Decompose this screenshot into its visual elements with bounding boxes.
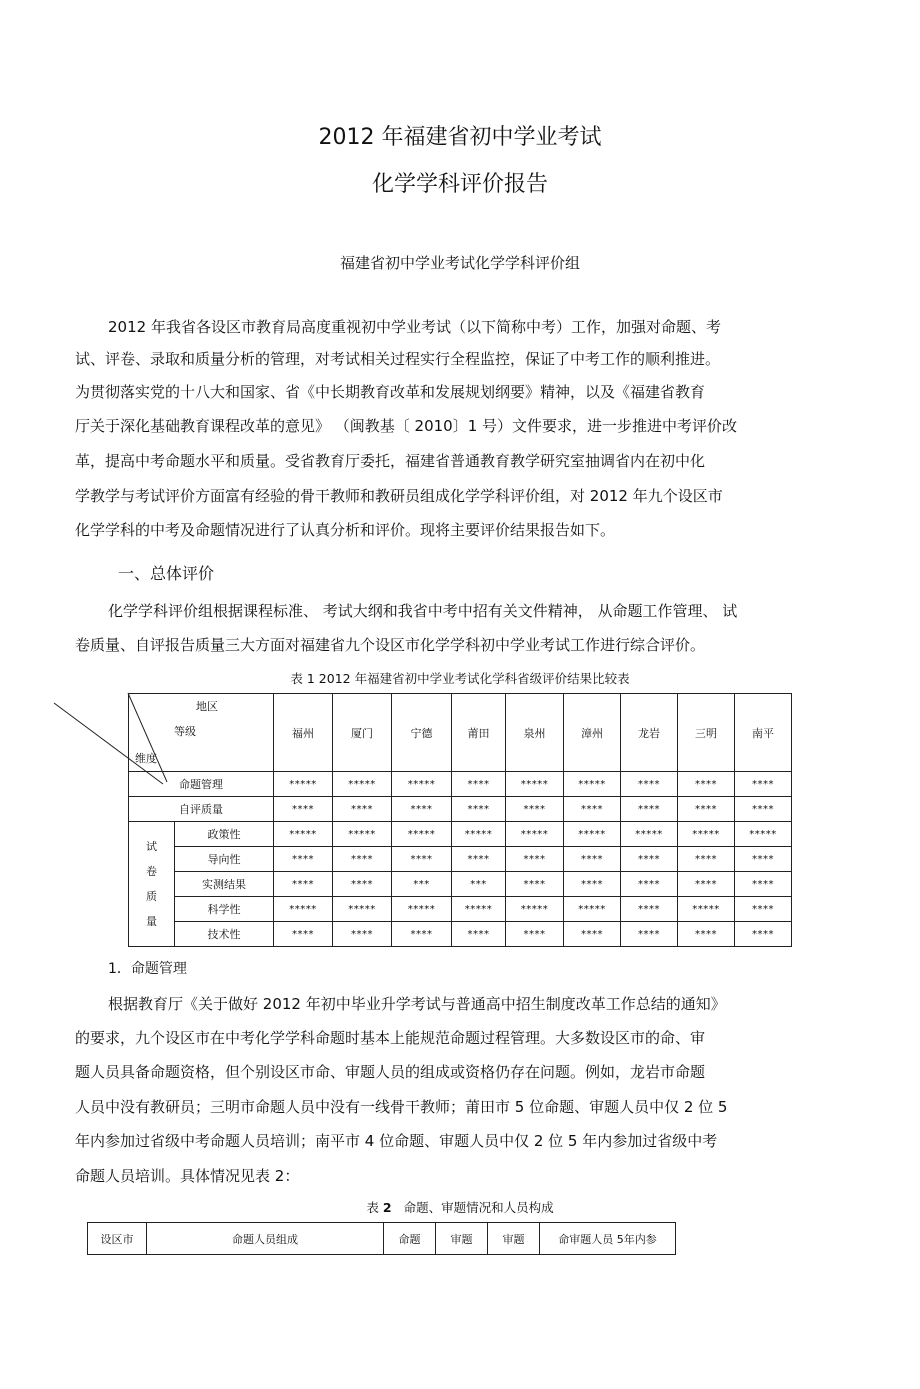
table-header-row (88, 1223, 676, 1255)
rating-cell: ***** (274, 822, 333, 847)
rating-cell: **** (735, 772, 792, 797)
rating-cell: ***** (274, 772, 333, 797)
rating-cell: **** (274, 847, 333, 872)
rating-cell: **** (735, 797, 792, 822)
rating-cell: ***** (678, 822, 735, 847)
rating-cell: **** (735, 922, 792, 947)
group-label-char: 试 (146, 840, 157, 853)
table-row (129, 822, 792, 847)
rating-cell: **** (452, 922, 506, 947)
rating-cell: **** (274, 797, 333, 822)
table-corner-cell (129, 694, 274, 772)
rating-cell: **** (735, 847, 792, 872)
rating-cell: **** (678, 922, 735, 947)
rating-cell: ***** (564, 822, 621, 847)
rating-cell: **** (678, 797, 735, 822)
corner-grade-label: 等级 (174, 725, 196, 738)
city-header: 三明 (678, 694, 735, 772)
intro-line: 试、评卷、录取和质量分析的管理，对考试相关过程实行全程监控，保证了中考工作的顺利推进。 (75, 350, 721, 368)
rating-cell: **** (621, 922, 678, 947)
row-label: 实测结果 (175, 872, 274, 897)
table-row (129, 922, 792, 947)
row-label: 导向性 (175, 847, 274, 872)
rating-cell: **** (621, 797, 678, 822)
intro-line: 为贯彻落实党的十八大和国家、省《中长期教育改革和发展规划纲要》精神，以及《福建省教育 (75, 383, 706, 401)
intro-line: 革，提高中考命题水平和质量。受省教育厅委托，福建省普通教育教学研究室抽调省内在初中化 (75, 452, 706, 470)
column-header: 命题 (384, 1223, 436, 1255)
staff-table (87, 1222, 676, 1255)
city-header: 漳州 (564, 694, 621, 772)
rating-cell: **** (506, 847, 564, 872)
intro-line: 化学学科的中考及命题情况进行了认真分析和评价。现将主要评价结果报告如下。 (75, 521, 616, 539)
city-header: 福州 (274, 694, 333, 772)
subsection-text-line: 人员中没有教研员；三明市命题人员中没有一线骨干教师；莆田市 5 位命题、审题人员中仅 2 位 5 (75, 1098, 728, 1116)
table-row (129, 897, 792, 922)
rating-cell: **** (621, 847, 678, 872)
rating-cell: **** (506, 922, 564, 947)
rating-cell: **** (678, 847, 735, 872)
group-label-char: 卷 (146, 865, 157, 878)
rating-cell: **** (735, 872, 792, 897)
section-text-line: 卷质量、自评报告质量三大方面对福建省九个设区市化学学科初中学业考试工作进行综合评价。 (75, 636, 706, 654)
rating-cell: ***** (506, 772, 564, 797)
section-text-line: 化学学科评价组根据课程标准、 考试大纲和我省中考中招有关文件精神， 从命题工作管理、 试 (108, 602, 738, 620)
rating-cell: **** (678, 772, 735, 797)
corner-dimension-label: 维度 (135, 752, 157, 765)
rating-cell: **** (452, 772, 506, 797)
city-header: 泉州 (506, 694, 564, 772)
rating-cell: **** (333, 797, 392, 822)
table-row (129, 872, 792, 897)
rating-cell: ***** (452, 822, 506, 847)
rating-cell: **** (564, 922, 621, 947)
city-header: 莆田 (452, 694, 506, 772)
rating-cell: ***** (678, 897, 735, 922)
rating-cell: **** (506, 872, 564, 897)
rating-cell: **** (564, 847, 621, 872)
column-header: 命题人员组成 (147, 1223, 384, 1255)
rating-cell: **** (452, 797, 506, 822)
column-header: 审题 (488, 1223, 540, 1255)
intro-line: 厅关于深化基础教育课程改革的意见》 （闽教基〔 2010〕1 号）文件要求，进一步推进中考评价改 (75, 417, 738, 435)
report-title-line2: 化学学科评价报告 (371, 172, 548, 197)
rating-cell: **** (564, 872, 621, 897)
group-label-char: 质 (146, 890, 157, 903)
rating-cell: ***** (506, 897, 564, 922)
table-row (129, 772, 792, 797)
rating-cell: *** (452, 872, 506, 897)
row-label: 命题管理 (129, 772, 274, 797)
row-label: 科学性 (175, 897, 274, 922)
rating-cell: ***** (735, 822, 792, 847)
column-header: 审题 (436, 1223, 488, 1255)
city-header: 厦门 (333, 694, 392, 772)
table-row (129, 847, 792, 872)
subsection-text-line: 的要求，九个设区市在中考化学学科命题时基本上能规范命题过程管理。大多数设区市的命、审 (75, 1029, 706, 1047)
evaluation-table (128, 693, 792, 947)
intro-line: 学教学与考试评价方面富有经验的骨干教师和教研员组成化学学科评价组，对 2012 年九个设区市 (75, 487, 723, 505)
table2-caption-number: 2 (382, 1200, 392, 1215)
subsection-text-line: 年内参加过省级中考命题人员培训；南平市 4 位命题、审题人员中仅 2 位 5 年内参加过省级中考 (75, 1132, 718, 1150)
subsection-text-line: 根据教育厅《关于做好 2012 年初中毕业升学考试与普通高中招生制度改革工作总结的通知》 (108, 995, 726, 1013)
rating-cell: **** (274, 922, 333, 947)
table2-caption (0, 1198, 920, 1216)
rating-cell: **** (274, 872, 333, 897)
column-header: 命审题人员 5年内参 (540, 1223, 676, 1255)
rating-cell: *** (392, 872, 452, 897)
rating-cell: ***** (452, 897, 506, 922)
rating-cell: ***** (621, 822, 678, 847)
corner-region-label: 地区 (196, 700, 218, 713)
rating-cell: **** (621, 872, 678, 897)
rating-cell: ***** (392, 772, 452, 797)
city-header: 龙岩 (621, 694, 678, 772)
city-header: 宁德 (392, 694, 452, 772)
subsection-text-line: 题人员具备命题资格，但个别设区市命、审题人员的组成或资格仍存在问题。例如，龙岩市命题 (75, 1063, 706, 1081)
rating-cell: **** (392, 847, 452, 872)
rating-cell: **** (452, 847, 506, 872)
row-label: 自评质量 (129, 797, 274, 822)
row-label: 技术性 (175, 922, 274, 947)
rating-cell: ***** (392, 897, 452, 922)
rating-cell: **** (506, 797, 564, 822)
rating-cell: **** (621, 897, 678, 922)
table1-caption: 表 1 2012 年福建省初中学业考试化学科省级评价结果比较表 (290, 671, 630, 686)
rating-cell: **** (678, 872, 735, 897)
rating-cell: **** (333, 922, 392, 947)
rating-cell: ***** (333, 772, 392, 797)
group-label-char: 量 (146, 915, 157, 928)
rating-cell: ***** (506, 822, 564, 847)
rating-cell: ***** (333, 822, 392, 847)
table2-caption-text: 命题、审题情况和人员构成 (403, 1200, 554, 1215)
section-heading: 一、总体评价 (118, 564, 215, 583)
rating-cell: **** (735, 897, 792, 922)
report-title-line1: 2012 年福建省初中学业考试 (318, 125, 602, 150)
rating-cell: ***** (333, 897, 392, 922)
table-row (129, 797, 792, 822)
table2-caption-prefix: 表 (366, 1200, 379, 1215)
rating-cell: **** (392, 922, 452, 947)
intro-line: 2012 年我省各设区市教育局高度重视初中学业考试（以下简称中考）工作，加强对命题、考 (108, 318, 721, 336)
rating-cell: ***** (392, 822, 452, 847)
rating-cell: ***** (564, 897, 621, 922)
row-label: 政策性 (175, 822, 274, 847)
rating-cell: ***** (274, 897, 333, 922)
rating-cell: **** (564, 797, 621, 822)
rating-cell: **** (333, 872, 392, 897)
city-header: 南平 (735, 694, 792, 772)
group-label (129, 822, 175, 947)
rating-cell: **** (621, 772, 678, 797)
column-header: 设区市 (88, 1223, 147, 1255)
subsection-text-line: 命题人员培训。具体情况见表 2： (75, 1167, 300, 1185)
rating-cell: ***** (564, 772, 621, 797)
rating-cell: **** (392, 797, 452, 822)
report-author: 福建省初中学业考试化学学科评价组 (339, 254, 580, 272)
rating-cell: **** (333, 847, 392, 872)
subsection-heading: 1．命题管理 (108, 961, 187, 977)
